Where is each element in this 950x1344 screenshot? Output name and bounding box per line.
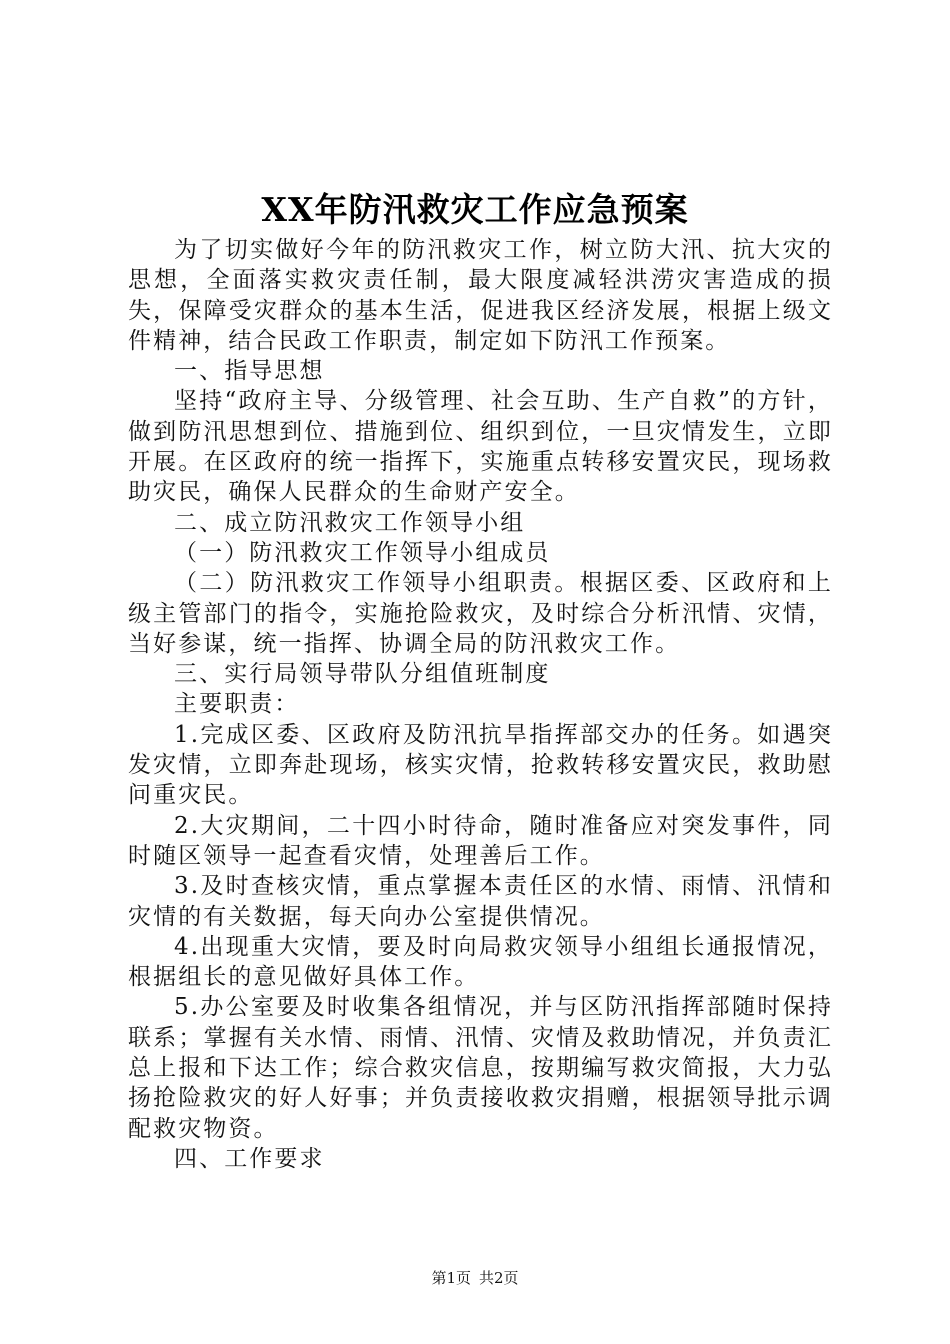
list-item-duty-2: 2.大灾期间，二十四小时待命，随时准备应对突发事件，同时随区领导一起查看灾情，处理善后工作。 (128, 812, 833, 869)
paragraph-intro: 为了切实做好今年的防汛救灾工作，树立防大汛、抗大灾的思想，全面落实救灾责任制，最大限度减轻洪涝灾害造成的损失，保障受灾群众的基本生活，促进我区经济发展，根据上级文件精神，结合民政工作职责，制定如下防汛工作预案。 (128, 237, 833, 354)
heading-guiding-ideology: 一、指导思想 (174, 358, 325, 385)
heading-leading-group: 二、成立防汛救灾工作领导小组 (174, 509, 526, 536)
heading-work-requirements: 四、工作要求 (174, 1145, 325, 1172)
subheading-group-members: （一）防汛救灾工作领导小组成员 (174, 539, 551, 566)
heading-duty-system: 三、实行局领导带队分组值班制度 (174, 661, 551, 688)
document-body (128, 235, 833, 1174)
document-title: XX年防汛救灾工作应急预案 (261, 190, 689, 229)
page-number: 第1页 (431, 1269, 471, 1287)
list-item-duty-3: 3.及时查核灾情，重点掌握本责任区的水情、雨情、汛情和灾情的有关数据，每天向办公室提供情况。 (128, 873, 833, 930)
paragraph-guiding-ideology: 坚持“政府主导、分级管理、社会互助、生产自救”的方针，做到防汛思想到位、措施到位、组织到位，一旦灾情发生，立即开展。在区政府的统一指挥下，实施重点转移安置灾民，现场救助灾民，确保人民群众的生命财产安全。 (128, 388, 833, 506)
paragraph-group-duties: （二）防汛救灾工作领导小组职责。根据区委、区政府和上级主管部门的指令，实施抢险救灾，及时综合分析汛情、灾情，当好参谋，统一指挥、协调全局的防汛救灾工作。 (128, 570, 833, 657)
list-item-duty-5: 5.办公室要及时收集各组情况，并与区防汛指挥部随时保持联系；掌握有关水情、雨情、汛情、灾情及救助情况，并负责汇总上报和下达工作；综合救灾信息，按期编写救灾简报，大力弘扬抢险救灾的好人好事；并负责接收救灾捐赠，根据领导批示调配救灾物资。 (128, 994, 833, 1142)
page-total: 共2页 (479, 1269, 519, 1287)
label-main-duties: 主要职责： (174, 691, 300, 718)
page-footer (0, 1268, 950, 1288)
list-item-duty-1: 1.完成区委、区政府及防汛抗旱指挥部交办的任务。如遇突发灾情，立即奔赴现场，核实灾情，抢救转移安置灾民，救助慰问重灾民。 (128, 721, 833, 809)
list-item-duty-4: 4.出现重大灾情，要及时向局救灾领导小组组长通报情况，根据组长的意见做好具体工作。 (128, 933, 833, 991)
